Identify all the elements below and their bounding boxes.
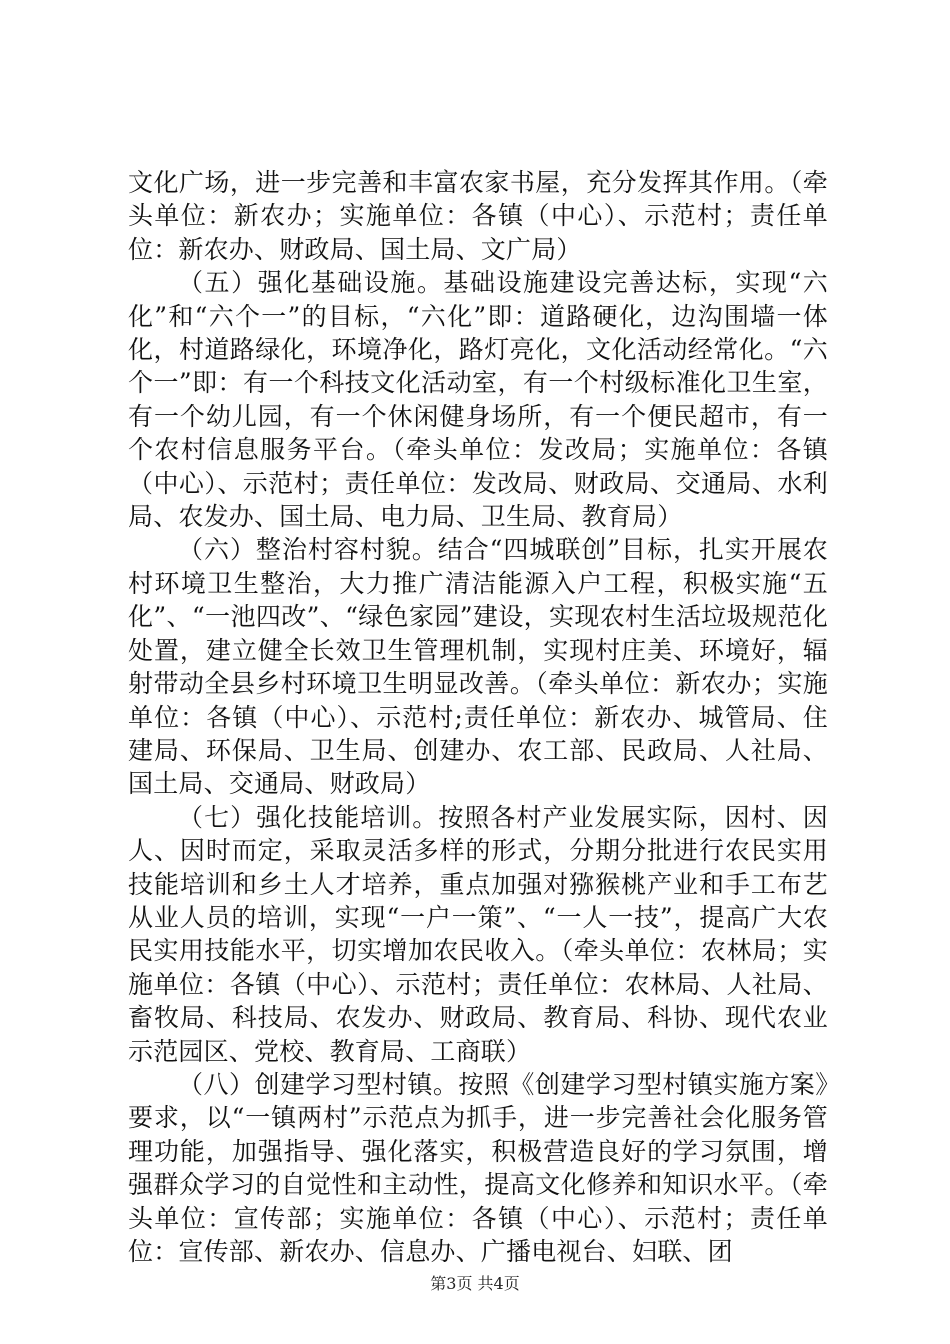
page-footer: 第3页 共4页 bbox=[430, 1274, 520, 1293]
paragraph-cultural-square: 文化广场，进一步完善和丰富农家书屋，充分发挥其作用。（牵头单位：新农办；实施单位：各镇（中心）、示范村；责任单位：新农办、财政局、国土局、文广局） bbox=[128, 168, 828, 264]
document-body bbox=[128, 166, 828, 1268]
paragraph-skills-training: （七）强化技能培训。按照各村产业发展实际，因村、因人、因时而定，采取灵活多样的形式，分期分批进行农民实用技能培训和乡土人才培养，重点加强对猕猴桃产业和手工布艺从业人员的培训，实现“一户一策”、“一人一技”，提高广大农民实用技能水平，切实增加农民收入。（牵头单位：农林局；实施单位：各镇（中心）、示范村；责任单位：农林局、人社局、畜牧局、科技局、农发办、财政局、教育局、科协、现代农业示范园区、党校、教育局、工商联） bbox=[128, 802, 828, 1066]
paragraph-learning-villages: （八）创建学习型村镇。按照《创建学习型村镇实施方案》要求，以“一镇两村”示范点为抓手，进一步完善社会化服务管理功能，加强指导、强化落实，积极营造良好的学习氛围，增强群众学习的自觉性和主动性，提高文化修养和知识水平。（牵头单位：宣传部；实施单位：各镇（中心）、示范村；责任单位：宣传部、新农办、信息办、广播电视台、妇联、团 bbox=[128, 1069, 828, 1266]
paragraph-infrastructure: （五）强化基础设施。基础设施建设完善达标，实现“六化”和“六个一”的目标，“六化”即：道路硬化，边沟围墙一体化，村道路绿化，环境净化，路灯亮化，文化活动经常化。“六个一”即：有一个科技文化活动室，有一个村级标准化卫生室，有一个幼儿园，有一个休闲健身场所，有一个便民超市，有一个农村信息服务平台。（牵头单位：发改局；实施单位：各镇（中心）、示范村；责任单位：发改局、财政局、交通局、水利局、农发办、国土局、电力局、卫生局、教育局） bbox=[128, 268, 828, 532]
paragraph-village-appearance: （六）整治村容村貌。结合“四城联创”目标，扎实开展农村环境卫生整治，大力推广清洁能源入户工程，积极实施“五化”、“一池四改”、“绿色家园”建设，实现农村生活垃圾规范化处置，建立健全长效卫生管理机制，实现村庄美、环境好，辐射带动全县乡村环境卫生明显改善。（牵头单位：新农办；实施单位：各镇（中心）、示范村;责任单位：新农办、城管局、住建局、环保局、卫生局、创建办、农工部、民政局、人社局、国土局、交通局、财政局） bbox=[128, 535, 828, 799]
